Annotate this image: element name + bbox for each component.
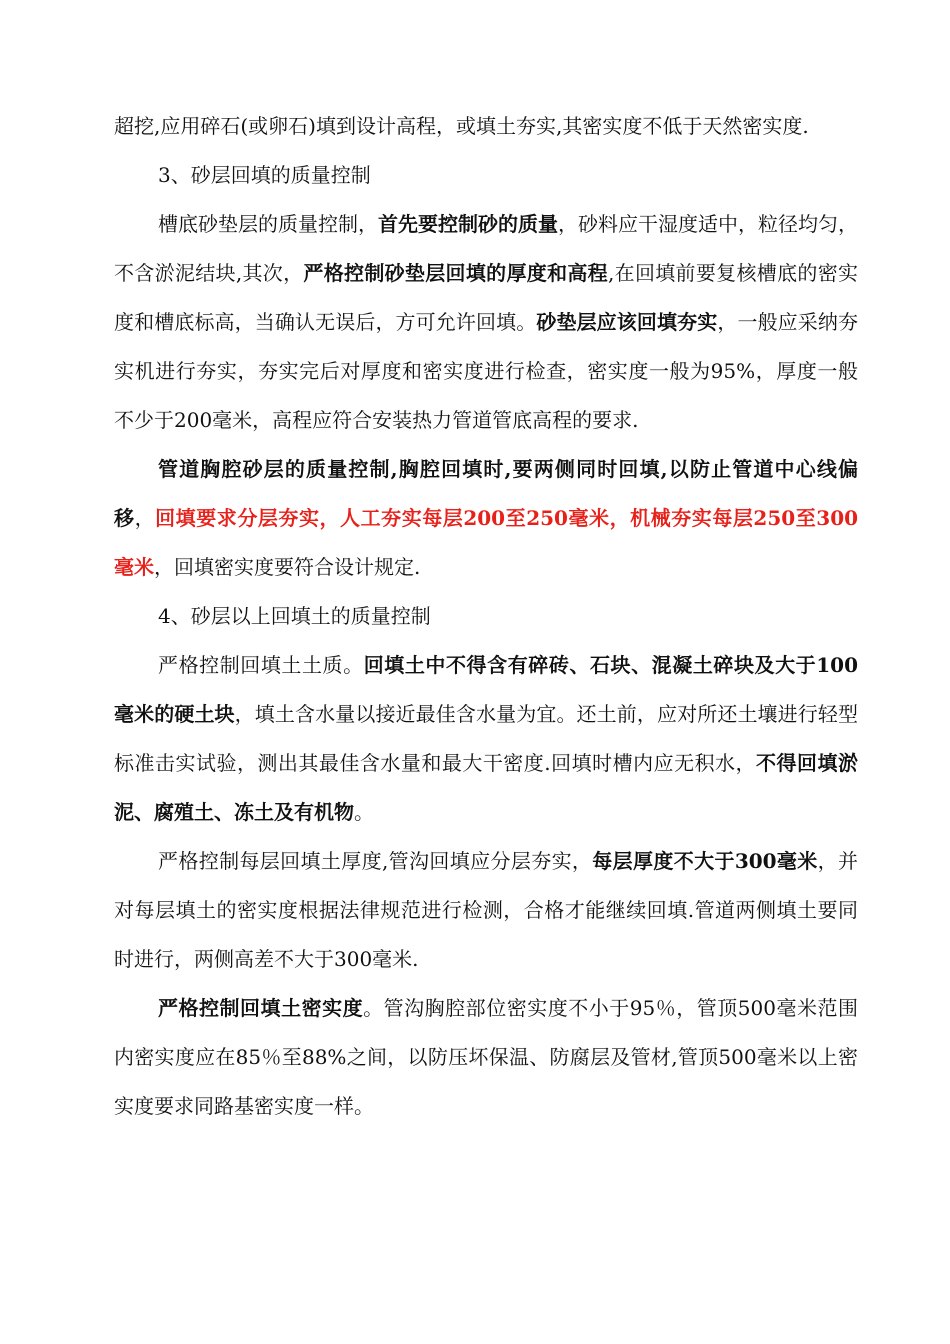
section-heading-4: 4、砂层以上回填土的质量控制: [158, 604, 431, 628]
bold-run: 不得回填淤泥、腐殖土、冻土及有机物: [114, 751, 859, 824]
bold-run: 严格控制砂垫层回填的厚度和高程: [303, 261, 608, 285]
document-page: [114, 102, 858, 1131]
paragraph-sand-bedding: [114, 200, 858, 445]
text-run: ，并对每层填土的密实度根据法律规范进行检测，合格才能继续回填.管道两侧填土要同时进行，两侧高差不大于300毫米.: [114, 849, 859, 971]
text-run: 严格控制回填土土质。: [158, 653, 364, 677]
text-run: ，回填密实度要符合设计规定.: [154, 555, 421, 579]
bold-run: 回填土中不得含有碎砖、石块、混凝土碎块及大于100毫米的硬土块: [114, 653, 858, 726]
text-run: ，一般应采纳夯实机进行夯实，夯实完后对厚度和密实度进行检查，密实度一般为95%，厚度一般不少于200毫米，高程应符合安装热力管道管底高程的要求.: [114, 310, 859, 432]
paragraph-pipe-chest-sand: [114, 445, 858, 592]
red-emphasis-run: 回填要求分层夯实，人工夯实每层200至250毫米，机械夯实每层250至300毫米: [114, 506, 859, 579]
text-run: 。管沟胸腔部位密实度不小于95％，管顶500毫米范围内密实度应在85％至88%之间，以防压坏保温、防腐层及管材,管顶500毫米以上密实度要求同路基密实度一样。: [114, 996, 859, 1118]
text-run: 槽底砂垫层的质量控制，: [158, 212, 378, 236]
text-run: 超挖,应用碎石(或卵石)填到设计高程，或填土夯实,其密实度不低于天然密实度.: [114, 114, 809, 138]
bold-run: 严格控制回填土密实度: [158, 996, 364, 1020]
paragraph-compaction: [114, 984, 858, 1131]
paragraph-backfill-soil: [114, 641, 858, 837]
text-run: 。: [354, 800, 374, 824]
paragraph-layer-thickness: [114, 837, 858, 984]
section-heading-3: 3、砂层回填的质量控制: [158, 163, 371, 187]
text-run: ，填土含水量以接近最佳含水量为宜。还土前，应对所还土壤进行轻型标准击实试验，测出其最佳含水量和最大干密度.回填时槽内应无积水，: [114, 702, 859, 775]
paragraph-overexcavation: [114, 102, 858, 151]
text-run: ，: [134, 506, 156, 530]
text-run: ，砂料应干湿度适中，粒径均匀，不含淤泥结块,其次，: [114, 212, 858, 285]
bold-run: 首先要控制砂的质量: [378, 212, 558, 236]
text-run: ,在回填前要复核槽底的密实度和槽底标高，当确认无误后，方可允许回填。: [114, 261, 859, 334]
text-run: 严格控制每层回填土厚度,管沟回填应分层夯实，: [158, 849, 593, 873]
bold-run: 每层厚度不大于300毫米: [592, 849, 818, 873]
bold-run: 管道胸腔砂层的质量控制,胸腔回填时,要两侧同时回填,以防止管道中心线偏移: [114, 457, 858, 530]
bold-run: 砂垫层应该回填夯实: [536, 310, 718, 334]
